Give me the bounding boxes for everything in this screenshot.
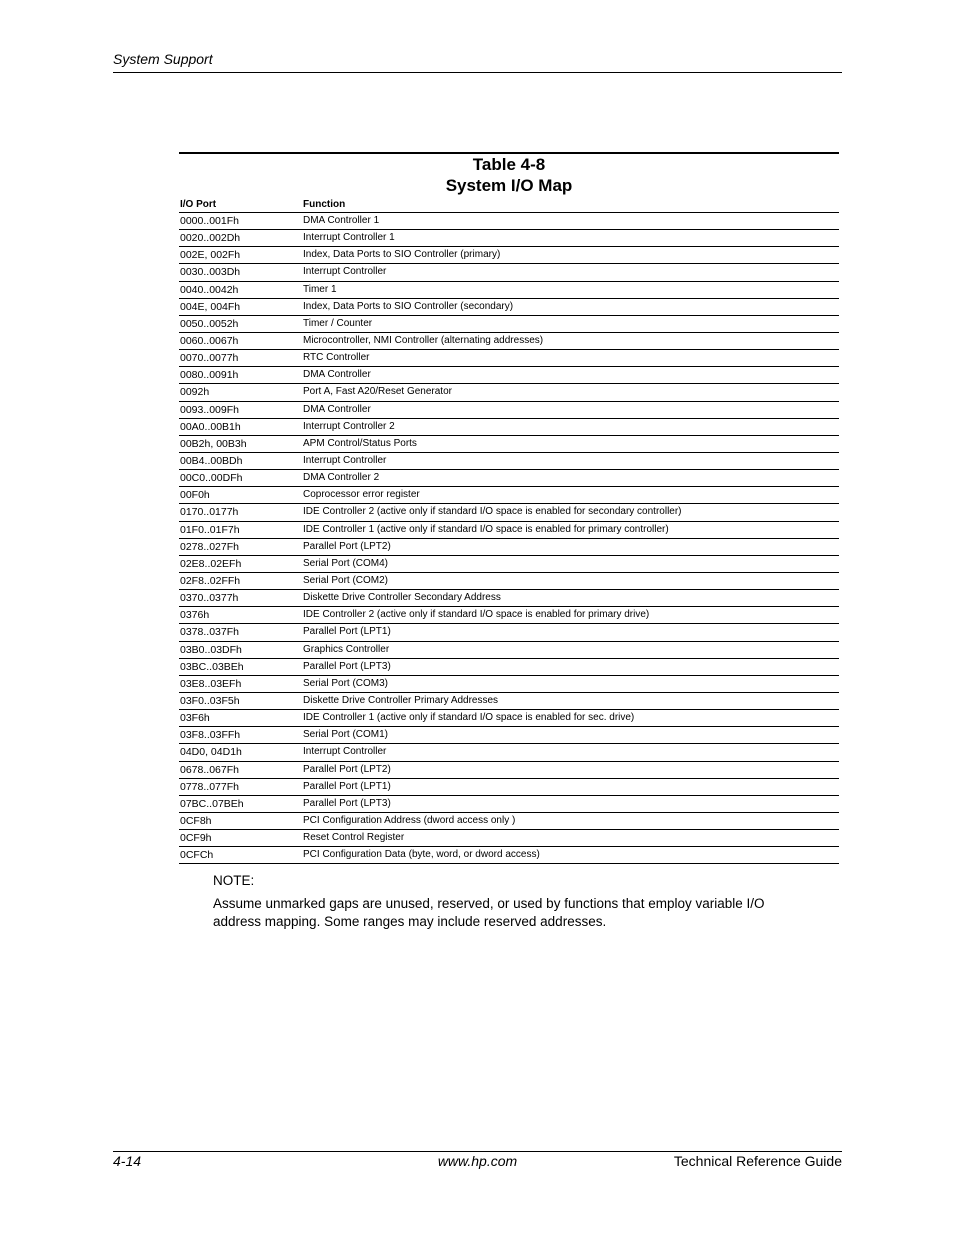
- table-row: [179, 419, 839, 436]
- io-port-cell: 0060..0067h: [180, 334, 239, 347]
- io-port-cell: 0278..027Fh: [180, 540, 239, 553]
- footer-url: www.hp.com: [437, 1153, 518, 1169]
- io-map-table: [179, 152, 839, 864]
- function-cell: IDE Controller 2 (active only if standard I/O space is enabled for secondary controller): [303, 506, 682, 518]
- table-row: [179, 590, 839, 607]
- note-label: NOTE:: [213, 873, 255, 888]
- io-port-cell: 0000..001Fh: [180, 215, 239, 227]
- io-port-cell: 0080..0091h: [180, 369, 239, 382]
- table-row: [179, 779, 839, 796]
- running-header: System Support: [113, 51, 213, 67]
- table-number: Table 4-8: [472, 155, 546, 174]
- table-row: [179, 642, 839, 659]
- io-port-cell: 03BC..03BEh: [180, 660, 244, 673]
- io-port-cell: 03B0..03DFh: [180, 643, 242, 656]
- table-row: [179, 556, 839, 573]
- function-cell: DMA Controller 1: [303, 215, 380, 226]
- table-row: [179, 710, 839, 727]
- table-row: [179, 539, 839, 556]
- table-row: [179, 522, 839, 539]
- function-cell: Serial Port (COM3): [303, 677, 389, 689]
- function-cell: DMA Controller: [303, 369, 371, 381]
- table-row: [179, 607, 839, 624]
- page-footer: [113, 1153, 842, 1173]
- io-port-cell: 0050..0052h: [180, 317, 239, 330]
- io-port-cell: 03F0..03F5h: [180, 694, 240, 707]
- function-cell: Parallel Port (LPT3): [303, 797, 391, 809]
- function-cell: RTC Controller: [303, 352, 370, 364]
- table-row: [179, 504, 839, 521]
- io-port-cell: 0378..037Fh: [180, 626, 239, 639]
- io-port-cell: 00A0..00B1h: [180, 420, 241, 433]
- table-row: [179, 796, 839, 813]
- function-cell: Parallel Port (LPT2): [303, 763, 391, 775]
- table-row: [179, 693, 839, 710]
- function-cell: Index, Data Ports to SIO Controller (secondary): [303, 300, 514, 312]
- table-row: [179, 436, 839, 453]
- function-cell: Port A, Fast A20/Reset Generator: [303, 386, 452, 398]
- function-cell: IDE Controller 1 (active only if standard I/O space is enabled for sec. drive): [303, 712, 635, 724]
- function-cell: Serial Port (COM4): [303, 557, 389, 569]
- function-cell: DMA Controller: [303, 403, 371, 415]
- io-port-cell: 07BC..07BEh: [180, 797, 244, 810]
- table-row: [179, 659, 839, 676]
- table-row: [179, 213, 839, 230]
- function-cell: PCI Configuration Address (dword access only ): [303, 814, 516, 826]
- function-cell: Diskette Drive Controller Primary Addresses: [303, 694, 499, 706]
- function-cell: Timer 1: [303, 283, 337, 295]
- note-block: [213, 872, 793, 931]
- io-port-cell: 0CF8h: [180, 814, 212, 827]
- io-port-cell: 0070..0077h: [180, 352, 239, 365]
- function-cell: IDE Controller 2 (active only if standard I/O space is enabled for primary drive): [303, 609, 650, 621]
- table-row: [179, 676, 839, 693]
- table-row: [179, 247, 839, 264]
- function-cell: Timer / Counter: [303, 317, 373, 329]
- io-port-cell: 0093..009Fh: [180, 403, 239, 416]
- function-cell: Interrupt Controller: [303, 746, 387, 758]
- function-cell: Interrupt Controller 2: [303, 420, 395, 432]
- function-cell: PCI Configuration Data (byte, word, or dword access): [303, 849, 540, 861]
- column-header-port: I/O Port: [180, 199, 217, 210]
- table-body: [179, 213, 839, 864]
- function-cell: Parallel Port (LPT1): [303, 626, 391, 638]
- io-port-cell: 0678..067Fh: [180, 763, 239, 776]
- io-port-cell: 0020..002Dh: [180, 232, 241, 245]
- function-cell: Coprocessor error register: [303, 489, 420, 501]
- table-row: [179, 727, 839, 744]
- function-cell: Microcontroller, NMI Controller (alternating addresses): [303, 334, 544, 346]
- table-row: [179, 350, 839, 367]
- table-row: [179, 299, 839, 316]
- table-row: [179, 367, 839, 384]
- footer-doc-title: Technical Reference Guide: [673, 1153, 842, 1169]
- function-cell: DMA Controller 2: [303, 472, 380, 484]
- table-row: [179, 333, 839, 350]
- function-cell: Index, Data Ports to SIO Controller (primary): [303, 249, 501, 261]
- function-cell: Interrupt Controller 1: [303, 232, 395, 244]
- io-port-cell: 02E8..02EFh: [180, 557, 242, 570]
- table-header-row: [179, 197, 839, 213]
- io-port-cell: 00B4..00BDh: [180, 454, 243, 467]
- io-port-cell: 0170..0177h: [180, 506, 239, 519]
- function-cell: IDE Controller 1 (active only if standard I/O space is enabled for primary controller): [303, 523, 669, 535]
- column-header-function: Function: [303, 199, 346, 210]
- footer-divider: [113, 1151, 842, 1152]
- table-row: [179, 230, 839, 247]
- io-port-cell: 004E, 004Fh: [180, 300, 241, 313]
- table-row: [179, 316, 839, 333]
- table-row: [179, 453, 839, 470]
- header-divider: [113, 72, 842, 73]
- table-row: [179, 264, 839, 281]
- function-cell: Interrupt Controller: [303, 454, 387, 466]
- page-number: 4-14: [113, 1153, 142, 1169]
- io-port-cell: 0CF9h: [180, 832, 212, 845]
- function-cell: Diskette Drive Controller Secondary Address: [303, 592, 501, 604]
- function-cell: Graphics Controller: [303, 643, 390, 655]
- table-row: [179, 470, 839, 487]
- table-grid: [179, 197, 839, 864]
- io-port-cell: 0092h: [180, 386, 210, 399]
- io-port-cell: 04D0, 04D1h: [180, 746, 242, 759]
- table-row: [179, 744, 839, 761]
- table-row: [179, 762, 839, 779]
- table-row: [179, 384, 839, 401]
- function-cell: Parallel Port (LPT1): [303, 780, 391, 792]
- io-port-cell: 03F8..03FFh: [180, 729, 241, 742]
- io-port-cell: 0370..0377h: [180, 592, 239, 605]
- table-row: [179, 402, 839, 419]
- note-text: Assume unmarked gaps are unused, reserved, or used by functions that employ variable I/O address mapping. Some ranges may include reserved addresses.: [213, 896, 765, 929]
- io-port-cell: 00F0h: [180, 489, 210, 502]
- table-row: [179, 624, 839, 641]
- function-cell: Parallel Port (LPT2): [303, 540, 391, 552]
- table-row: [179, 282, 839, 299]
- function-cell: Interrupt Controller: [303, 266, 387, 278]
- io-port-cell: 00B2h, 00B3h: [180, 437, 247, 450]
- table-row: [179, 830, 839, 847]
- io-port-cell: 0030..003Dh: [180, 266, 241, 279]
- function-cell: Reset Control Register: [303, 832, 405, 844]
- io-port-cell: 0CFCh: [180, 849, 214, 862]
- table-title: System I/O Map: [445, 176, 573, 195]
- function-cell: Parallel Port (LPT3): [303, 660, 391, 672]
- table-row: [179, 813, 839, 830]
- io-port-cell: 00C0..00DFh: [180, 472, 243, 485]
- io-port-cell: 0040..0042h: [180, 283, 239, 296]
- function-cell: Serial Port (COM2): [303, 574, 389, 586]
- io-port-cell: 02F8..02FFh: [180, 574, 241, 587]
- io-port-cell: 002E, 002Fh: [180, 249, 241, 262]
- io-port-cell: 01F0..01F7h: [180, 523, 240, 536]
- function-cell: Serial Port (COM1): [303, 729, 389, 741]
- io-port-cell: 0778..077Fh: [180, 780, 239, 793]
- table-row: [179, 847, 839, 864]
- table-row: [179, 573, 839, 590]
- table-caption: [179, 154, 839, 196]
- io-port-cell: 03E8..03EFh: [180, 677, 242, 690]
- io-port-cell: 03F6h: [180, 712, 210, 725]
- function-cell: APM Control/Status Ports: [303, 437, 417, 449]
- table-row: [179, 487, 839, 504]
- io-port-cell: 0376h: [180, 609, 210, 622]
